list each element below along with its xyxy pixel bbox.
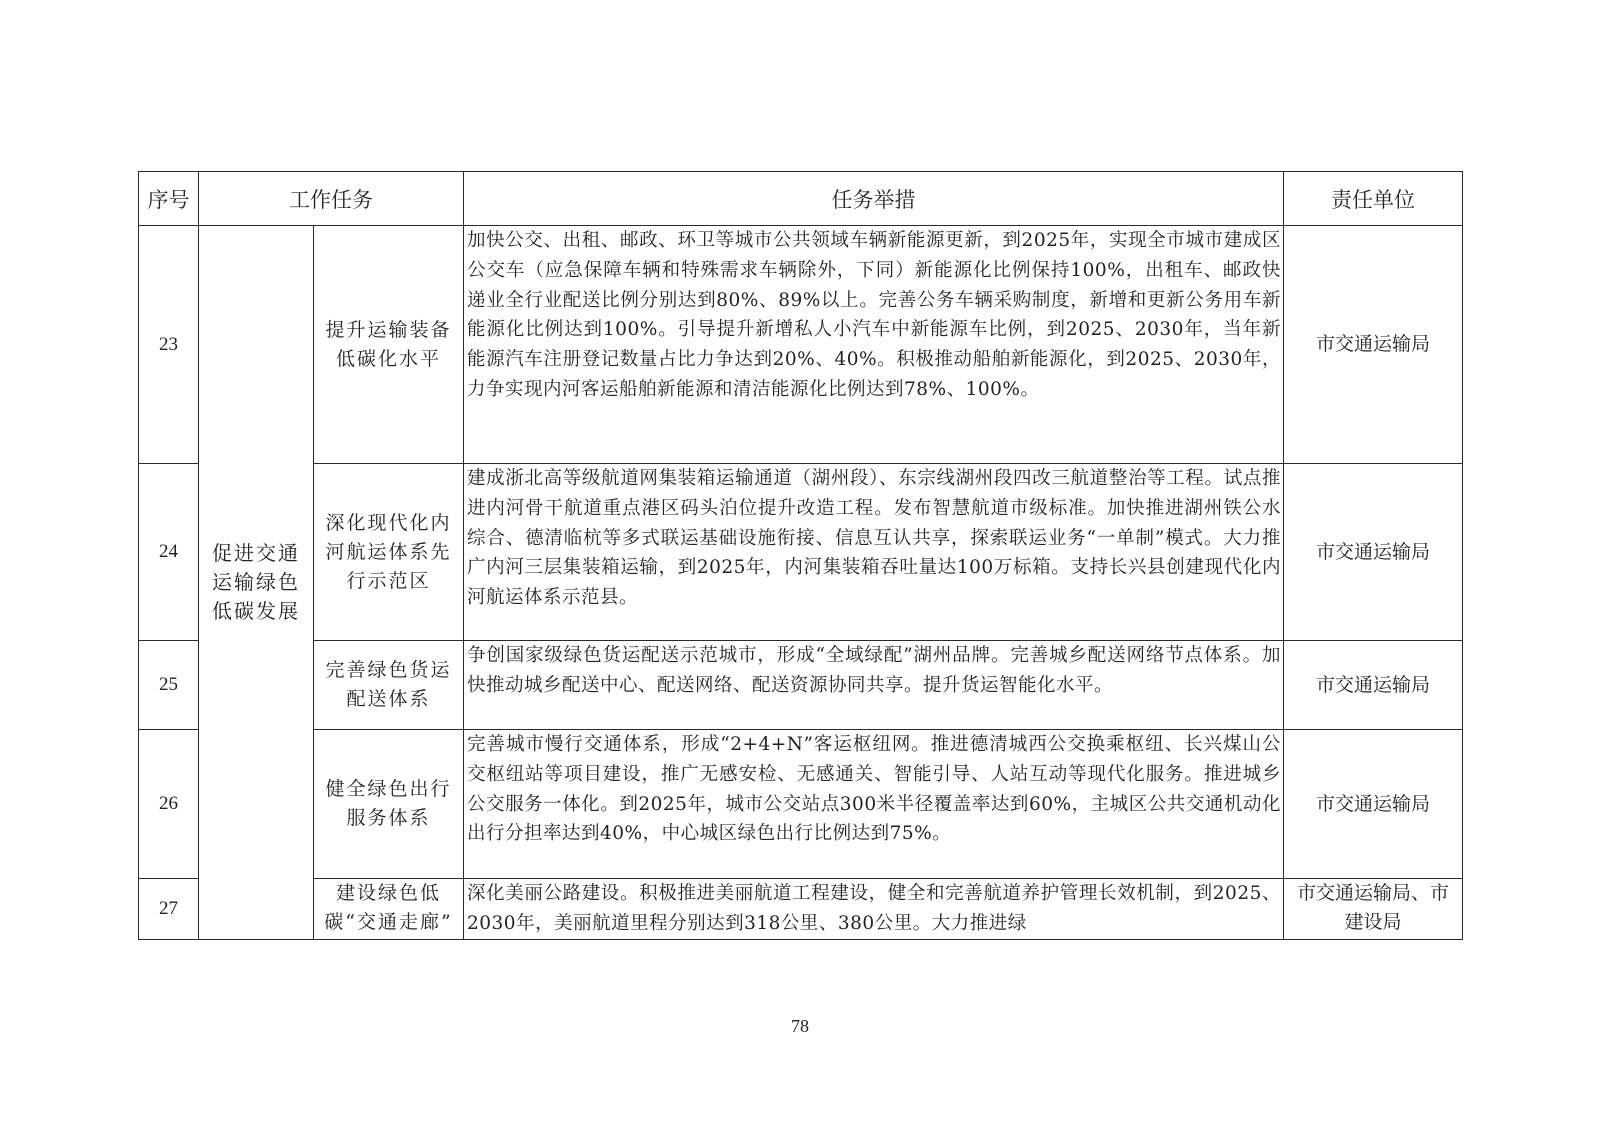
table-row (139, 730, 1463, 879)
header-task: 工作任务 (199, 172, 464, 226)
task-table-container (138, 171, 1462, 940)
task-table (138, 171, 1463, 940)
task-measures: 完善城市慢行交通体系，形成“2+4+N”客运枢纽网。推进德清城西公交换乘枢纽、长兴煤山公交枢纽站等项目建设，推广无感安检、无感通关、智能引导、人站互动等现代化服务。推进城乡公交服务一体化。到2025年，城市公交站点300米半径覆盖率达到60%，主城区公共交通机动化出行分担率达到40%，中心城区绿色出行比例达到75%。 (464, 730, 1284, 879)
task-name: 完善绿色货运配送体系 (314, 641, 464, 730)
header-measures: 任务举措 (464, 172, 1284, 226)
row-number: 24 (139, 464, 199, 641)
category-cell: 促进交通运输绿色低碳发展 (199, 226, 314, 940)
table-row (139, 226, 1463, 464)
responsible-unit: 市交通运输局 (1284, 464, 1463, 641)
task-name: 建设绿色低碳“交通走廊” (314, 879, 464, 940)
table-header-row (139, 172, 1463, 226)
task-measures: 建成浙北高等级航道网集装箱运输通道（湖州段）、东宗线湖州段四改三航道整治等工程。试点推进内河骨干航道重点港区码头泊位提升改造工程。发布智慧航道市级标准。加快推进湖州铁公水综合、德清临杭等多式联运基础设施衔接、信息互认共享，探索联运业务“一单制”模式。大力推广内河三层集装箱运输，到2025年，内河集装箱吞吐量达100万标箱。支持长兴县创建现代化内河航运体系示范县。 (464, 464, 1284, 641)
page-number: 78 (791, 1016, 809, 1036)
responsible-unit: 市交通运输局 (1284, 226, 1463, 464)
header-no: 序号 (139, 172, 199, 226)
task-name: 健全绿色出行服务体系 (314, 730, 464, 879)
responsible-unit: 市交通运输局 (1284, 730, 1463, 879)
row-number: 23 (139, 226, 199, 464)
task-measures: 争创国家级绿色货运配送示范城市，形成“全域绿配”湖州品牌。完善城乡配送网络节点体系。加快推动城乡配送中心、配送网络、配送资源协同共享。提升货运智能化水平。 (464, 641, 1284, 730)
table-row (139, 464, 1463, 641)
table-row (139, 641, 1463, 730)
task-name: 提升运输装备低碳化水平 (314, 226, 464, 464)
row-number: 27 (139, 879, 199, 940)
row-number: 26 (139, 730, 199, 879)
header-unit: 责任单位 (1284, 172, 1463, 226)
task-measures: 加快公交、出租、邮政、环卫等城市公共领域车辆新能源更新，到2025年，实现全市城市建成区公交车（应急保障车辆和特殊需求车辆除外，下同）新能源化比例保持100%，出租车、邮政快递业全行业配送比例分别达到80%、89%以上。完善公务车辆采购制度，新增和更新公务用车新能源化比例达到100%。引导提升新增私人小汽车中新能源车比例，到2025、2030年，当年新能源汽车注册登记数量占比力争达到20%、40%。积极推动船舶新能源化，到2025、2030年，力争实现内河客运船舶新能源和清洁能源化比例达到78%、100%。 (464, 226, 1284, 464)
responsible-unit: 市交通运输局 (1284, 641, 1463, 730)
table-row (139, 879, 1463, 940)
task-name: 深化现代化内河航运体系先行示范区 (314, 464, 464, 641)
task-measures: 深化美丽公路建设。积极推进美丽航道工程建设，健全和完善航道养护管理长效机制，到2025、2030年，美丽航道里程分别达到318公里、380公里。大力推进绿 (464, 879, 1284, 940)
row-number: 25 (139, 641, 199, 730)
responsible-unit: 市交通运输局、市建设局 (1284, 879, 1463, 940)
